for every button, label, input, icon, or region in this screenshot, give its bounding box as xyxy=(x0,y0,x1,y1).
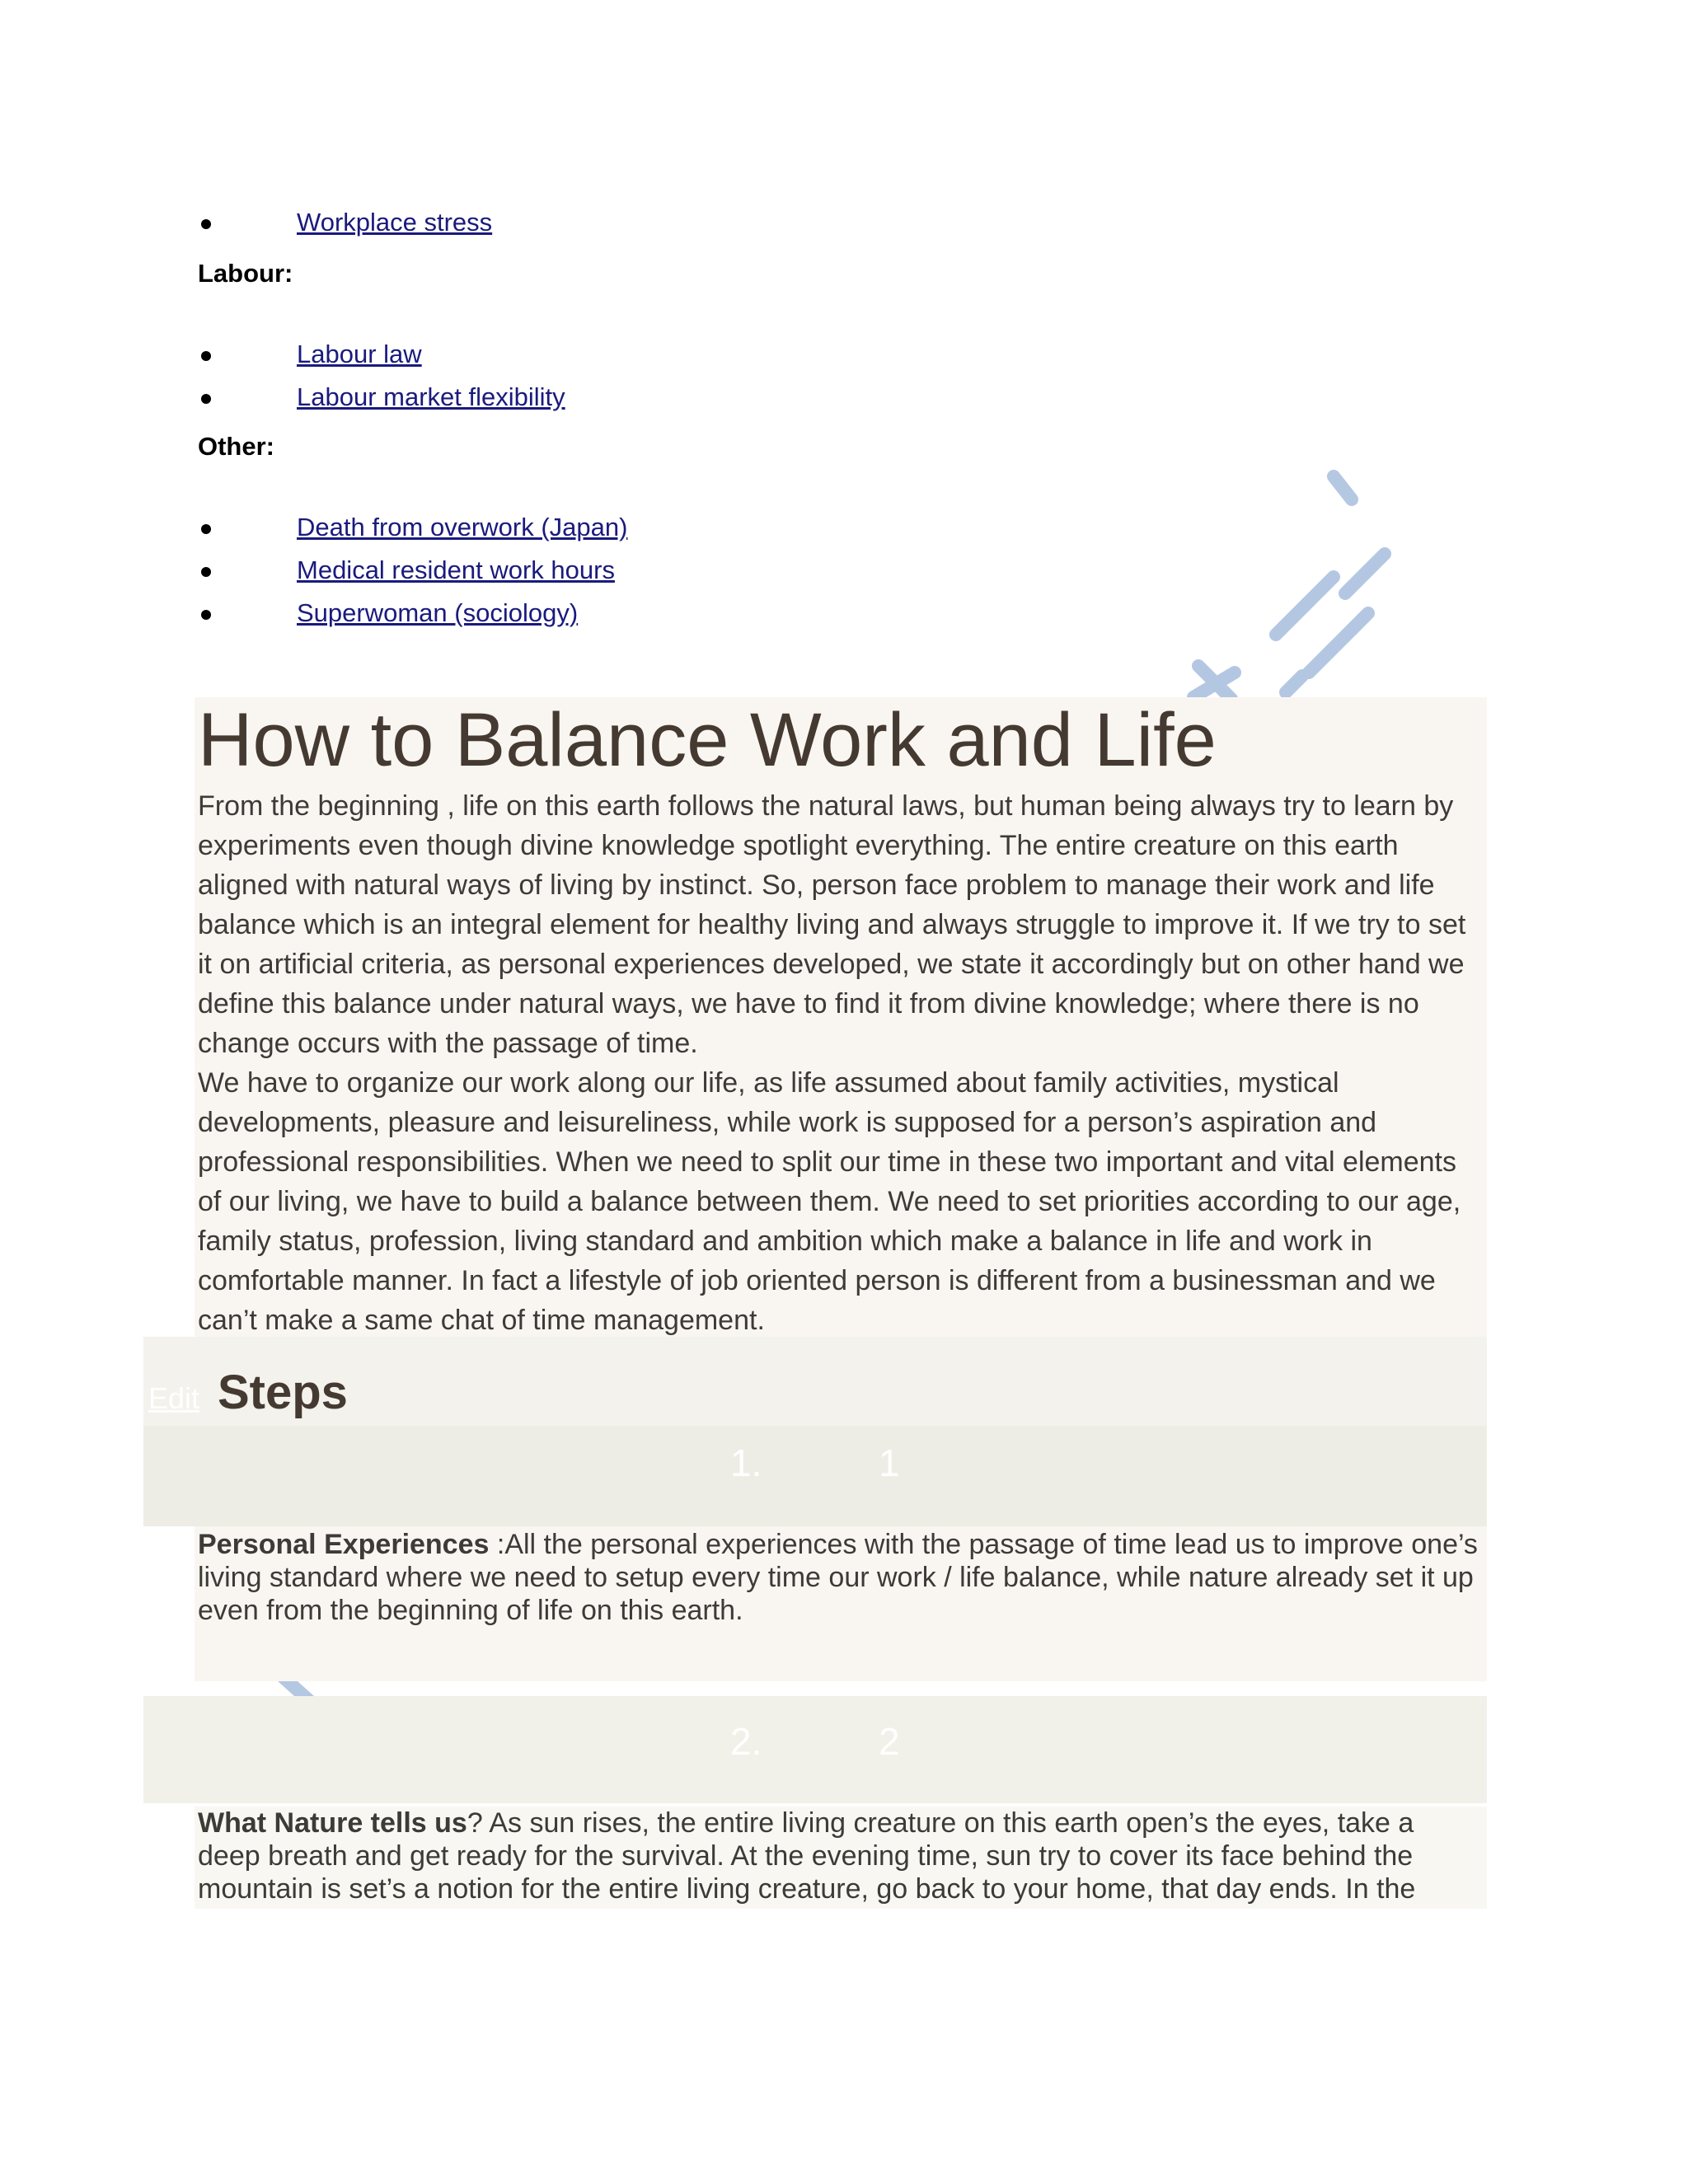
link-labour-law[interactable]: Labour law xyxy=(297,340,422,368)
watermark-stroke xyxy=(1345,554,1385,593)
link-labour-market-flexibility[interactable]: Labour market flexibility xyxy=(297,382,565,411)
bullet-icon xyxy=(201,610,211,620)
step-1-text xyxy=(198,1528,1484,1627)
link-medical-resident-work-hours[interactable]: Medical resident work hours xyxy=(297,555,615,584)
article-title: How to Balance Work and Life xyxy=(198,698,1217,782)
step-1-body: :All the personal experiences with the passage of time lead us to improve one’s living standard where we need to setup every time our work / life balance, while nature already set it up even from the beginning of life on this earth. xyxy=(198,1529,1478,1626)
watermark-stroke xyxy=(1276,577,1334,635)
watermark-stroke xyxy=(1198,666,1231,699)
labour-heading: Labour: xyxy=(198,259,293,288)
step-2-number-band xyxy=(143,1696,1487,1803)
watermark-stroke xyxy=(1193,673,1235,697)
bullet-icon xyxy=(201,219,211,229)
step-2-number: 2. xyxy=(730,1720,762,1763)
step-2-text xyxy=(198,1807,1484,1905)
step-2-number-alt: 2 xyxy=(879,1720,900,1763)
link-death-from-overwork[interactable]: Death from overwork (Japan) xyxy=(297,513,628,541)
step-2-body: ? As sun rises, the entire living creature on this earth open’s the eyes, take a deep breath and get ready for the survival. At the evening time, sun try to cover its face behind the mountain is set’s a notion for the entire living creature, go back to your home, that day ends. In the xyxy=(198,1807,1416,1905)
article-paragraph-2: We have to organize our work along our life, as life assumed about family activities, mystical developments, pleasure and leisureliness, while work is supposed for a person’s aspiration and professional responsibilities. When we need to split our time in these two important and vital elements of our living, we have to build a balance between them. We need to set priorities according to our age, family status, profession, living standard and ambition which make a balance in life and work in comfortable manner. In fact a lifestyle of job oriented person is different from a businessman and we can’t make a same chat of time management. xyxy=(198,1067,1461,1336)
bullet-icon xyxy=(201,351,211,361)
bullet-icon xyxy=(201,567,211,577)
step-1-number-band xyxy=(143,1426,1487,1526)
edit-link[interactable]: Edit xyxy=(148,1381,200,1415)
watermark-stroke xyxy=(1309,613,1368,673)
step-1-heading: Personal Experiences xyxy=(198,1529,490,1560)
other-heading: Other: xyxy=(198,432,274,461)
link-workplace-stress[interactable]: Workplace stress xyxy=(297,208,493,237)
bullet-icon xyxy=(201,394,211,404)
step-2-heading: What Nature tells us xyxy=(198,1807,467,1839)
article-paragraph-1: From the beginning , life on this earth follows the natural laws, but human being always try to learn by experiments even though divine knowledge spotlight everything. The entire creature on this earth aligned with natural ways of living by instinct. So, person face problem to manage their work and life balance which is an integral element for healthy living and always struggle to improve it. If we try to set it on artificial criteria, as personal experiences developed, we state it accordingly but on other hand we define this balance under natural ways, we have to find it from divine knowledge; where there is no change occurs with the passage of time. xyxy=(198,790,1466,1059)
bullet-icon xyxy=(201,524,211,534)
step-1-number-alt: 1 xyxy=(879,1441,900,1484)
watermark-stroke xyxy=(1286,676,1302,692)
link-superwoman-sociology[interactable]: Superwoman (sociology) xyxy=(297,598,579,627)
step-1-number: 1. xyxy=(730,1441,762,1484)
watermark-stroke xyxy=(1334,476,1352,499)
steps-title: Steps xyxy=(218,1366,348,1419)
